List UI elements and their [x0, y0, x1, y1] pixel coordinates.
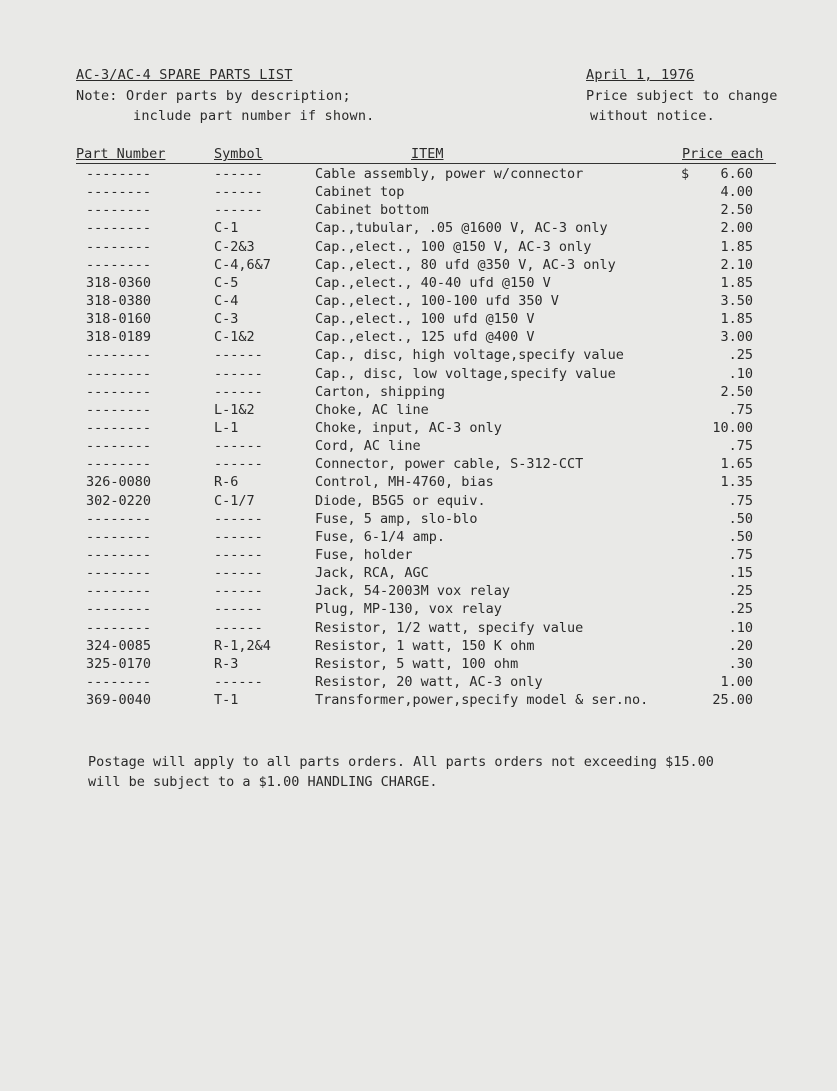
symbol-cell: C-5: [214, 274, 239, 291]
price-cell: .30: [728, 655, 753, 672]
item-cell: Cord, AC line: [315, 438, 421, 455]
price-cell: 1.00: [720, 673, 753, 690]
symbol-cell: ------: [214, 510, 263, 527]
part-number-cell: --------: [86, 166, 152, 182]
price-cell: .75: [728, 492, 753, 509]
part-number-cell: --------: [86, 619, 152, 636]
price-cell: .15: [728, 565, 753, 582]
parts-table: [0, 166, 837, 710]
table-row: [0, 547, 837, 565]
column-header-part-number: Part Number: [76, 146, 166, 162]
item-cell: Choke, AC line: [315, 401, 429, 418]
price-cell: 2.50: [720, 383, 753, 400]
table-row: [0, 257, 837, 275]
symbol-cell: T-1: [214, 692, 239, 709]
part-number-cell: 369-0040: [86, 692, 152, 709]
table-row: [0, 202, 837, 220]
item-cell: Cap.,elect., 100 @150 V, AC-3 only: [315, 238, 592, 255]
item-cell: Cap., disc, high voltage,specify value: [315, 347, 624, 364]
item-cell: Cap.,tubular, .05 @1600 V, AC-3 only: [315, 220, 608, 237]
part-number-cell: --------: [86, 438, 152, 455]
footer-note: [88, 752, 714, 792]
table-row: [0, 347, 837, 365]
price-cell: .75: [728, 546, 753, 563]
part-number-cell: --------: [86, 202, 152, 219]
symbol-cell: ------: [214, 383, 263, 400]
price-cell: 2.10: [720, 256, 753, 273]
column-header-item: ITEM: [411, 146, 444, 162]
price-cell: 2.50: [720, 202, 753, 219]
table-row: [0, 638, 837, 656]
symbol-cell: C-2&3: [214, 238, 255, 255]
item-cell: Fuse, 5 amp, slo-blo: [315, 510, 478, 527]
part-number-cell: --------: [86, 673, 152, 690]
item-cell: Carton, shipping: [315, 383, 446, 400]
price-cell: 3.00: [720, 329, 753, 346]
table-row: [0, 402, 837, 420]
item-cell: Control, MH-4760, bias: [315, 474, 494, 491]
item-cell: Plug, MP-130, vox relay: [315, 601, 502, 618]
price-cell: 2.00: [720, 220, 753, 237]
item-cell: Resistor, 5 watt, 100 ohm: [315, 655, 519, 672]
symbol-cell: R-6: [214, 474, 239, 491]
table-row: [0, 474, 837, 492]
table-row: [0, 420, 837, 438]
table-row: [0, 275, 837, 293]
price-cell: .25: [728, 601, 753, 618]
symbol-cell: ------: [214, 601, 263, 618]
symbol-cell: ------: [214, 546, 263, 563]
symbol-cell: ------: [214, 673, 263, 690]
table-row: [0, 220, 837, 238]
part-number-cell: 324-0085: [86, 637, 152, 654]
part-number-cell: --------: [86, 184, 152, 201]
symbol-cell: C-4,6&7: [214, 256, 271, 273]
price-cell: .50: [728, 528, 753, 545]
table-row: [0, 438, 837, 456]
item-cell: Cap.,elect., 125 ufd @400 V: [315, 329, 535, 346]
document-title: AC-3/AC-4 SPARE PARTS LIST: [76, 67, 293, 83]
price-cell: 6.60: [720, 166, 753, 182]
item-cell: Jack, 54-2003M vox relay: [315, 583, 511, 600]
price-cell: .10: [728, 619, 753, 636]
part-number-cell: 325-0170: [86, 655, 152, 672]
item-cell: Jack, RCA, AGC: [315, 565, 429, 582]
table-row: [0, 329, 837, 347]
part-number-cell: 326-0080: [86, 474, 152, 491]
symbol-cell: ------: [214, 347, 263, 364]
item-cell: Resistor, 1/2 watt, specify value: [315, 619, 584, 636]
price-cell: 1.85: [720, 274, 753, 291]
price-cell: .50: [728, 510, 753, 527]
symbol-cell: ------: [214, 166, 263, 182]
part-number-cell: --------: [86, 238, 152, 255]
item-cell: Cap.,elect., 40-40 ufd @150 V: [315, 274, 551, 291]
part-number-cell: --------: [86, 456, 152, 473]
table-row: [0, 511, 837, 529]
table-row: [0, 239, 837, 257]
symbol-cell: ------: [214, 528, 263, 545]
symbol-cell: R-3: [214, 655, 239, 672]
symbol-cell: ------: [214, 456, 263, 473]
table-row: [0, 601, 837, 619]
table-row: [0, 456, 837, 474]
item-cell: Cap., disc, low voltage,specify value: [315, 365, 616, 382]
column-header-price: Price each: [682, 146, 764, 162]
table-row: [0, 366, 837, 384]
header-divider: [76, 163, 776, 164]
symbol-cell: L-1: [214, 419, 239, 436]
part-number-cell: 302-0220: [86, 492, 152, 509]
item-cell: Cap.,elect., 80 ufd @350 V, AC-3 only: [315, 256, 616, 273]
symbol-cell: ------: [214, 438, 263, 455]
item-cell: Cable assembly, power w/connector: [315, 166, 584, 182]
price-cell: 10.00: [712, 419, 753, 436]
table-row: [0, 293, 837, 311]
symbol-cell: C-1: [214, 220, 239, 237]
symbol-cell: ------: [214, 365, 263, 382]
currency-symbol: $: [681, 166, 690, 182]
item-cell: Cabinet top: [315, 184, 405, 201]
column-header-symbol: Symbol: [214, 146, 263, 162]
table-row: [0, 529, 837, 547]
footer-line1: Postage will apply to all parts orders. All parts orders not exceeding $15.00: [88, 754, 714, 770]
item-cell: Cap.,elect., 100-100 ufd 350 V: [315, 292, 559, 309]
symbol-cell: R-1,2&4: [214, 637, 271, 654]
part-number-cell: --------: [86, 220, 152, 237]
part-number-cell: 318-0360: [86, 274, 152, 291]
price-note-line2: without notice.: [590, 108, 715, 124]
price-cell: 3.50: [720, 292, 753, 309]
part-number-cell: --------: [86, 256, 152, 273]
price-cell: .75: [728, 401, 753, 418]
price-cell: 1.85: [720, 311, 753, 328]
part-number-cell: --------: [86, 565, 152, 582]
table-row: [0, 656, 837, 674]
item-cell: Resistor, 20 watt, AC-3 only: [315, 673, 543, 690]
footer-line2: will be subject to a $1.00 HANDLING CHARGE.: [88, 774, 438, 790]
item-cell: Resistor, 1 watt, 150 K ohm: [315, 637, 535, 654]
item-cell: Connector, power cable, S-312-CCT: [315, 456, 584, 473]
document-date: April 1, 1976: [586, 67, 695, 83]
price-cell: .10: [728, 365, 753, 382]
item-cell: Cabinet bottom: [315, 202, 429, 219]
symbol-cell: C-3: [214, 311, 239, 328]
price-cell: 1.85: [720, 238, 753, 255]
part-number-cell: --------: [86, 383, 152, 400]
table-row: [0, 692, 837, 710]
symbol-cell: ------: [214, 184, 263, 201]
price-note-line1: Price subject to change: [586, 88, 778, 104]
part-number-cell: --------: [86, 365, 152, 382]
part-number-cell: 318-0160: [86, 311, 152, 328]
price-cell: .20: [728, 637, 753, 654]
part-number-cell: --------: [86, 510, 152, 527]
price-cell: 1.35: [720, 474, 753, 491]
price-cell: .25: [728, 583, 753, 600]
order-note-line2: include part number if shown.: [133, 108, 375, 124]
item-cell: Fuse, holder: [315, 546, 413, 563]
item-cell: Fuse, 6-1/4 amp.: [315, 528, 446, 545]
symbol-cell: C-4: [214, 292, 239, 309]
item-cell: Diode, B5G5 or equiv.: [315, 492, 486, 509]
symbol-cell: C-1&2: [214, 329, 255, 346]
item-cell: Choke, input, AC-3 only: [315, 419, 502, 436]
symbol-cell: C-1/7: [214, 492, 255, 509]
item-cell: Cap.,elect., 100 ufd @150 V: [315, 311, 535, 328]
price-cell: .75: [728, 438, 753, 455]
table-row: [0, 583, 837, 601]
part-number-cell: 318-0189: [86, 329, 152, 346]
symbol-cell: L-1&2: [214, 401, 255, 418]
part-number-cell: 318-0380: [86, 292, 152, 309]
symbol-cell: ------: [214, 202, 263, 219]
item-cell: Transformer,power,specify model & ser.no.: [315, 692, 649, 709]
table-row: [0, 493, 837, 511]
part-number-cell: --------: [86, 601, 152, 618]
symbol-cell: ------: [214, 565, 263, 582]
order-note-line1: Note: Order parts by description;: [76, 88, 351, 104]
table-row: [0, 674, 837, 692]
part-number-cell: --------: [86, 583, 152, 600]
price-cell: 4.00: [720, 184, 753, 201]
part-number-cell: --------: [86, 419, 152, 436]
price-cell: .25: [728, 347, 753, 364]
table-row: [0, 620, 837, 638]
symbol-cell: ------: [214, 583, 263, 600]
part-number-cell: --------: [86, 528, 152, 545]
table-row: [0, 384, 837, 402]
table-row: [0, 565, 837, 583]
price-cell: 25.00: [712, 692, 753, 709]
table-row: [0, 166, 837, 184]
part-number-cell: --------: [86, 546, 152, 563]
table-row: [0, 184, 837, 202]
part-number-cell: --------: [86, 347, 152, 364]
table-row: [0, 311, 837, 329]
symbol-cell: ------: [214, 619, 263, 636]
price-cell: 1.65: [720, 456, 753, 473]
part-number-cell: --------: [86, 401, 152, 418]
